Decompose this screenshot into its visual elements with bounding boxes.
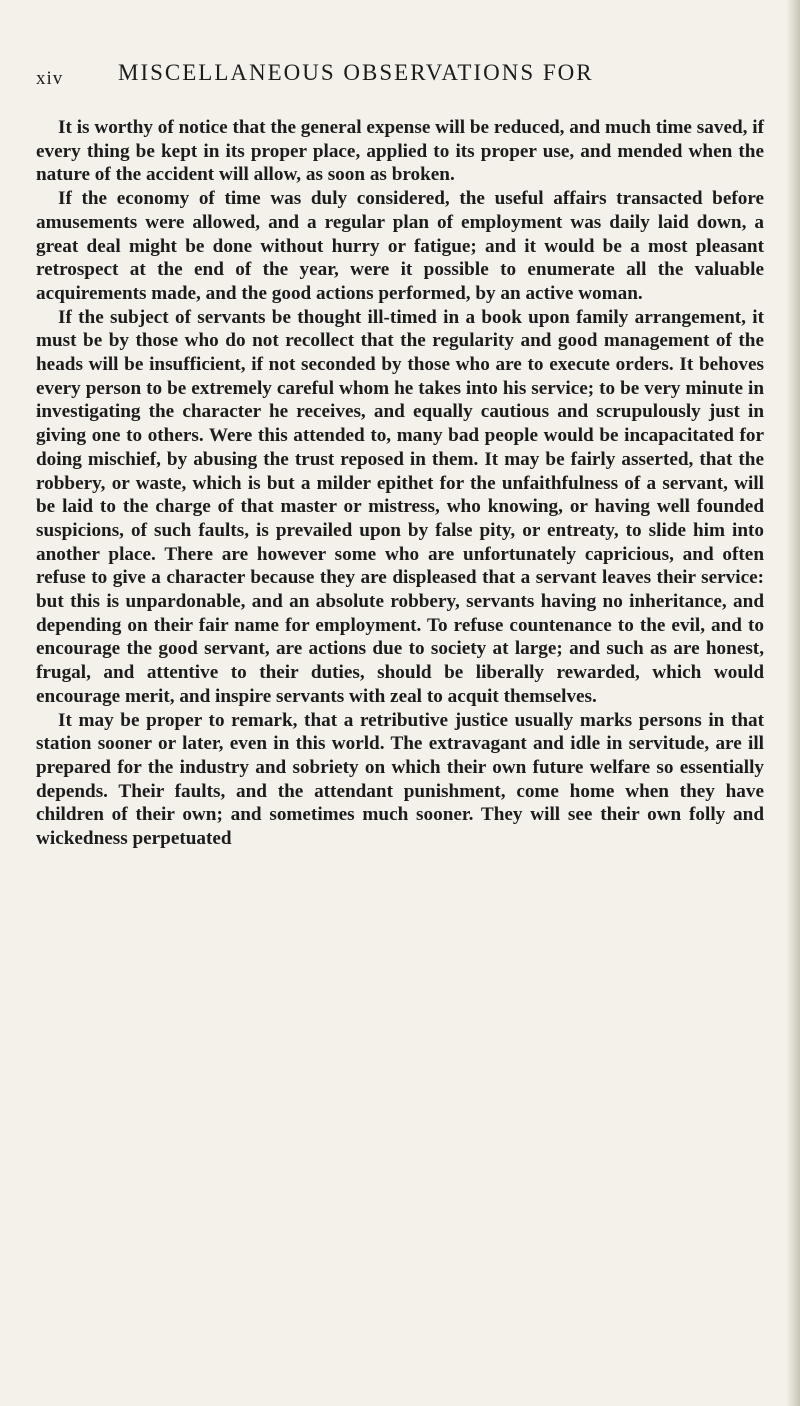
page-header: [36, 48, 756, 88]
paragraph-general-expense: It is worthy of notice that the general expense will be reduced, and much time saved, if every thing be kept in its proper place, applied to its proper use, and mended when the nature of the accident will allow, as soon as broken.: [36, 117, 764, 186]
page-number: xiv: [36, 68, 64, 89]
paragraph-retributive-justice: It may be proper to remark, that a retributive justice usually marks persons in that station sooner or later, even in this world. The extravagant and idle in servitude, are ill prepared for the industry and sobriety on which their own future welfare so essentially depends. Their faults, and the attendant punishment, come home when they have children of their own; and sometimes much sooner. They will see their own folly and wickedness perpetuated: [36, 709, 764, 850]
page-binding-edge: [786, 0, 800, 1406]
paragraph-servants: If the subject of servants be thought ill-timed in a book upon family arrangement, it must be by those who do not recollect that the regularity and good management of the heads will be insufficient, if not seconded by those who are to execute orders. It behoves every person to be extremely careful whom he takes into his service; to be very minute in investigating the character he receives, and equally cautious and scrupulously just in giving one to others. Were this attended to, many bad people would be incapacitated for doing mischief, by abusing the trust reposed in them. It may be fairly asserted, that the robbery, or waste, which is but a milder epithet for the unfaithfulness of a servant, will be laid to the charge of that master or mistress, who knowing, or having well founded suspicions, of such faults, is prevailed upon by false pity, or entreaty, to slide him into another place. There are however some who are unfortunately capricious, and often refuse to give a character because they are displeased that a servant leaves their service: but this is unpardonable, and an absolute robbery, servants having no inheritance, and depending on their fair name for employment. To refuse countenance to the evil, and to encourage the good servant, are actions due to society at large; and such as are honest, frugal, and attentive to their duties, should be liberally rewarded, which would encourage merit, and inspire servants with zeal to acquit themselves.: [36, 306, 764, 707]
body-text: [36, 116, 764, 851]
running-head: MISCELLANEOUS OBSERVATIONS FOR: [118, 60, 594, 85]
paragraph-economy-of-time: If the economy of time was duly considered, the useful affairs transacted before amusements were allowed, and a regular plan of employment was daily laid down, a great deal might be done without hurry or fatigue; and it would be a most pleasant retrospect at the end of the year, were it possible to enumerate all the valuable acquirements made, and the good actions performed, by an active woman.: [36, 188, 764, 304]
